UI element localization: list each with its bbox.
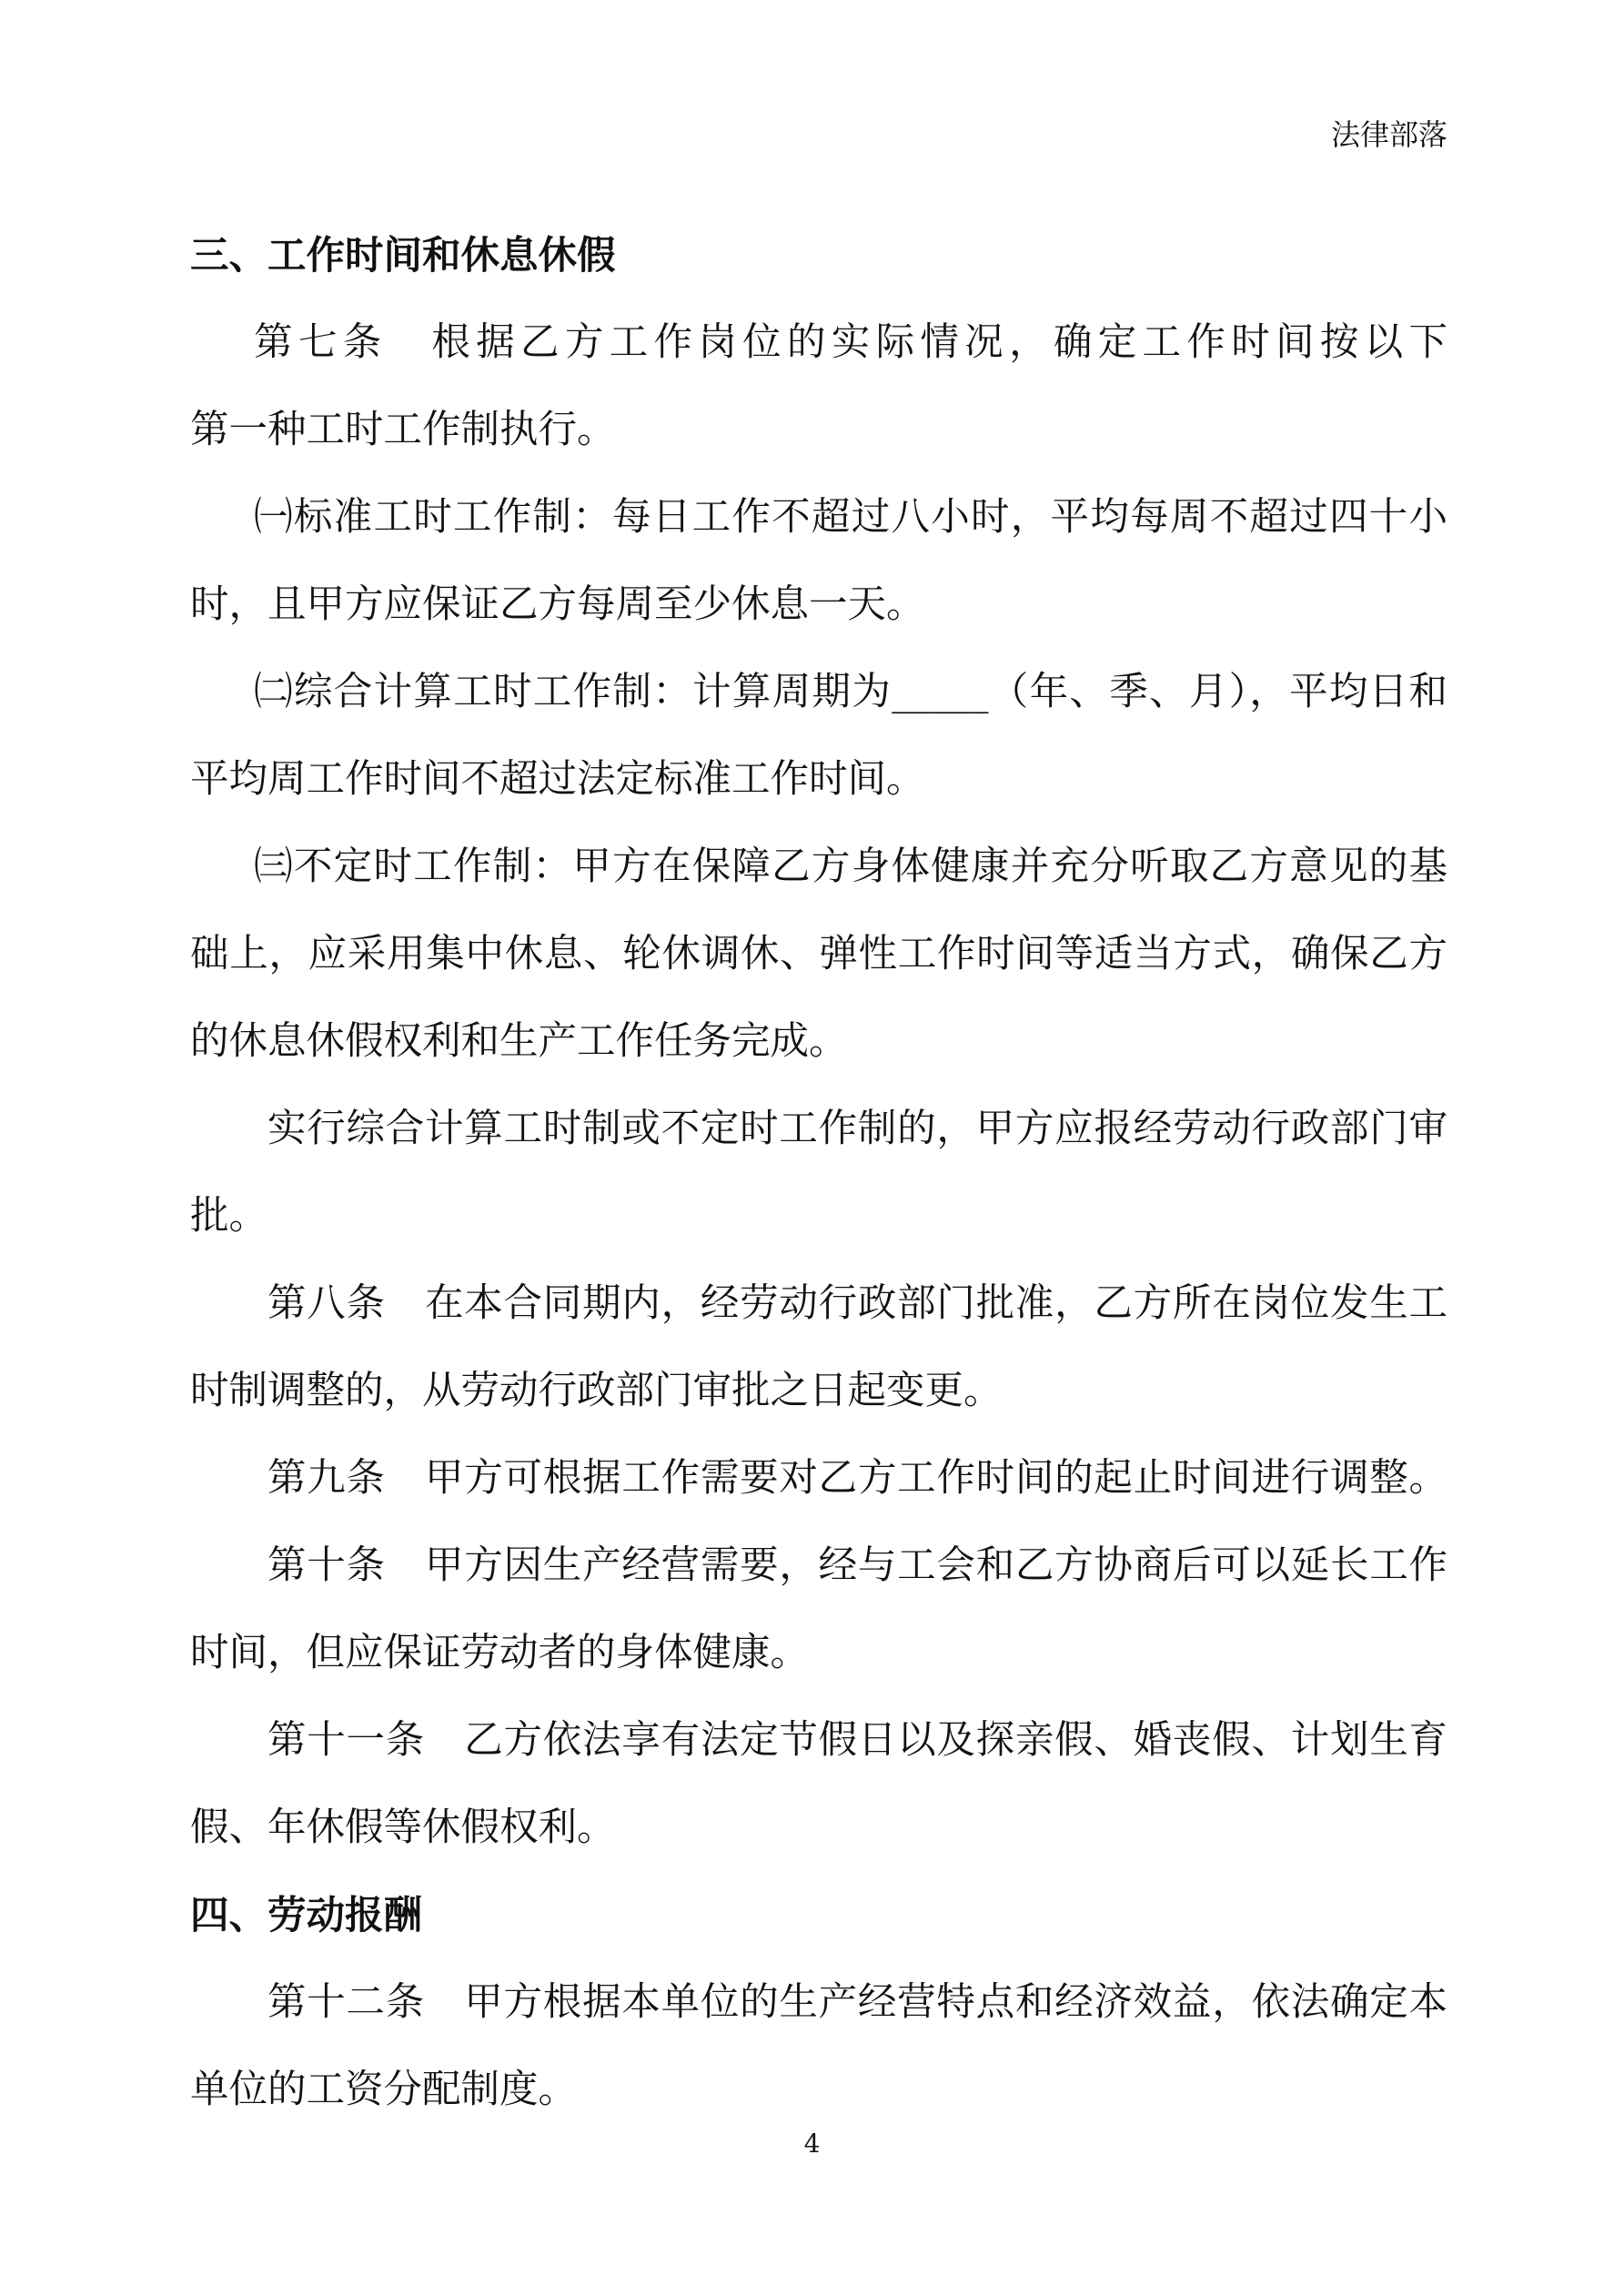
article-7-paragraph <box>190 299 1447 474</box>
page-number: 4 <box>803 2129 821 2159</box>
paragraph-line: ㈠标准工时工作制：每日工作不超过八小时，平均每周不超过四十小 <box>254 495 1447 540</box>
paragraph-line: 第八条 在本合同期内，经劳动行政部门批准，乙方所在岗位发生工 <box>267 1281 1447 1326</box>
approval-paragraph <box>190 1086 1447 1260</box>
paragraph-line: 础上，应采用集中休息、轮休调休、弹性工作时间等适当方式，确保乙方 <box>190 932 1447 976</box>
paragraph-line: ㈢不定时工作制：甲方在保障乙方身体健康并充分听取乙方意见的基 <box>254 845 1447 889</box>
paragraph-line: ㈡综合计算工时工作制：计算周期为_____（年、季、月），平均日和 <box>254 670 1447 714</box>
paragraph-line: 实行综合计算工时制或不定时工作制的，甲方应报经劳动行政部门审 <box>267 1107 1447 1151</box>
paragraph-line: 假、年休假等休假权利。 <box>190 1805 616 1850</box>
article-9-paragraph <box>190 1435 1447 1522</box>
paragraph-line: 第十条 甲方因生产经营需要，经与工会和乙方协商后可以延长工作 <box>267 1543 1447 1588</box>
document-body <box>190 212 1447 2134</box>
running-header: 法律部落 <box>1330 117 1447 152</box>
paragraph-line: 第七条 根据乙方工作岗位的实际情况，确定工作时间按以下 <box>254 320 1447 365</box>
paragraph-line: 平均周工作时间不超过法定标准工作时间。 <box>190 757 925 802</box>
paragraph-line: 第一种工时工作制执行。 <box>190 408 616 452</box>
paragraph-line: 单位的工资分配制度。 <box>190 2068 578 2112</box>
section-heading-work-hours: 三、工作时间和休息休假 <box>190 233 616 278</box>
paragraph-line: 第九条 甲方可根据工作需要对乙方工作时间的起止时间进行调整。 <box>267 1456 1447 1501</box>
paragraph-line: 时，且甲方应保证乙方每周至少休息一天。 <box>190 582 925 627</box>
paragraph-line: 的休息休假权利和生产工作任务完成。 <box>190 1019 848 1064</box>
article-10-paragraph <box>190 1522 1447 1697</box>
article-12-paragraph <box>190 1959 1447 2134</box>
article-8-paragraph <box>190 1260 1447 1435</box>
paragraph-line: 时间，但应保证劳动者的身体健康。 <box>190 1631 810 1675</box>
paragraph-line: 时制调整的，从劳动行政部门审批之日起变更。 <box>190 1369 1003 1413</box>
comprehensive-hours-paragraph <box>190 649 1447 824</box>
standard-hours-paragraph <box>190 474 1447 649</box>
paragraph-line: 第十一条 乙方依法享有法定节假日以及探亲假、婚丧假、计划生育 <box>267 1718 1447 1763</box>
section-heading-remuneration: 四、劳动报酬 <box>190 1893 423 1938</box>
paragraph-line: 批。 <box>190 1194 268 1239</box>
article-11-paragraph <box>190 1697 1447 1872</box>
paragraph-line: 第十二条 甲方根据本单位的生产经营特点和经济效益，依法确定本 <box>267 1980 1447 2025</box>
flexible-hours-paragraph <box>190 824 1447 1086</box>
